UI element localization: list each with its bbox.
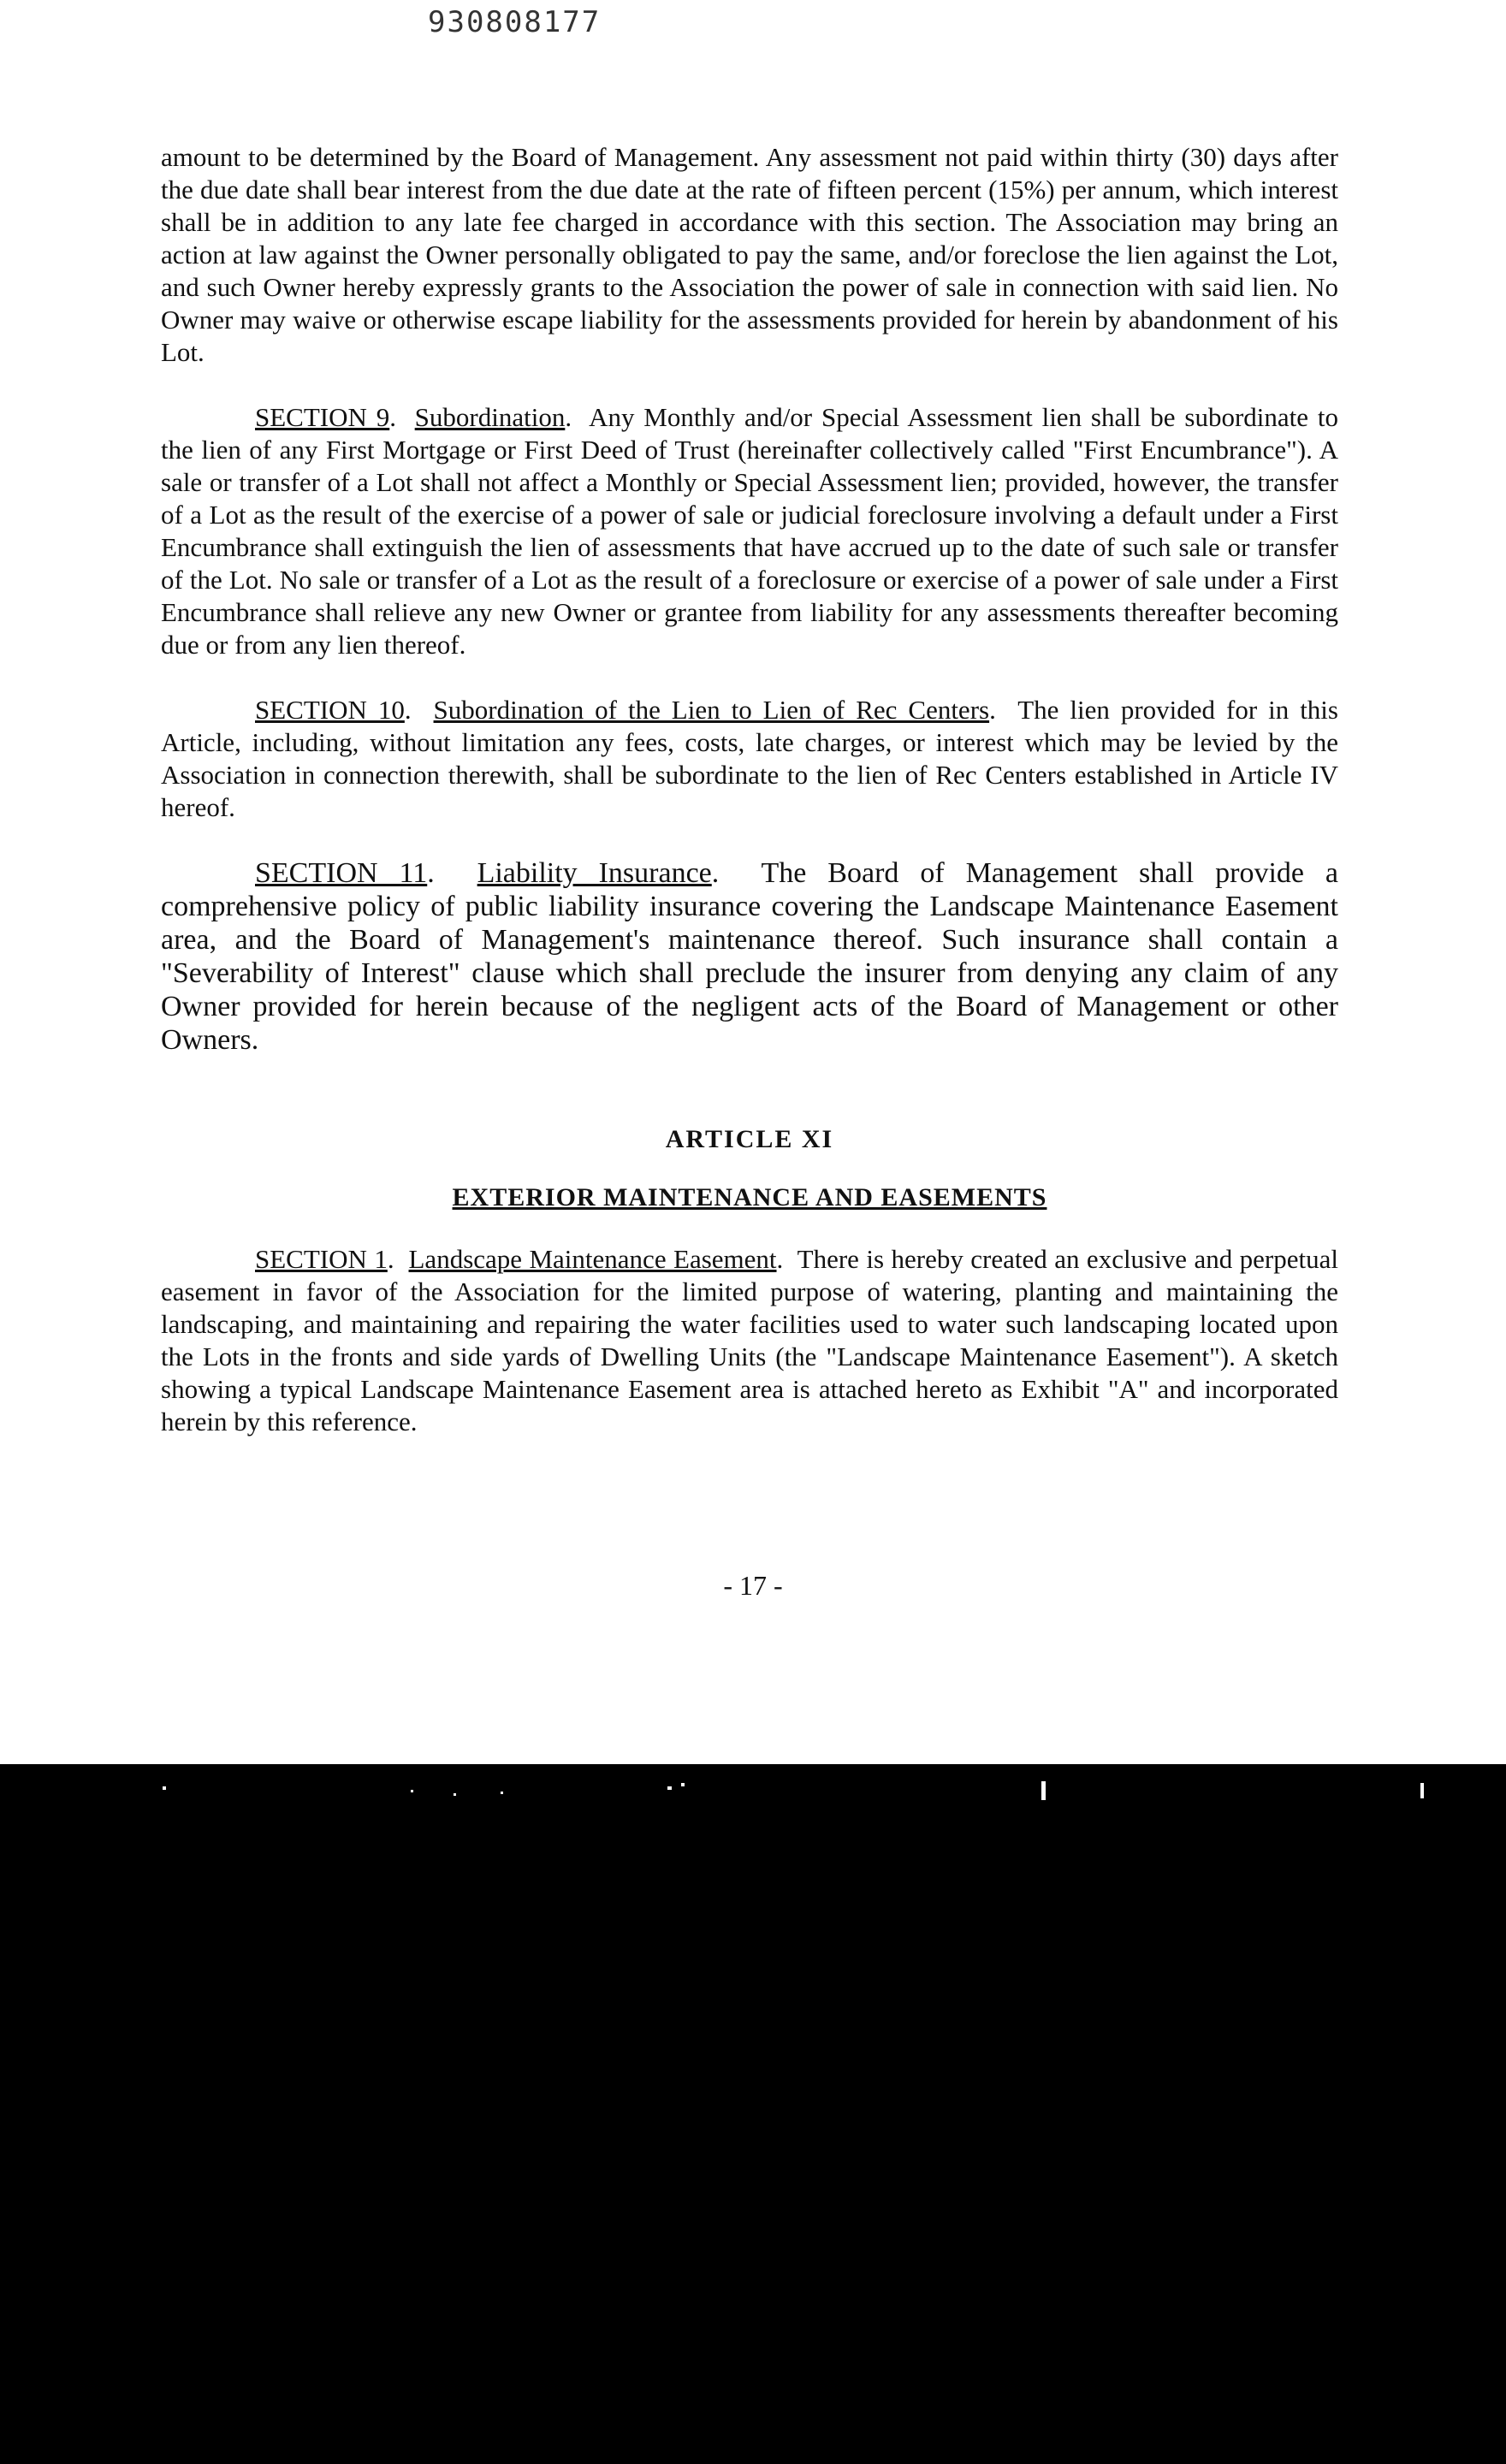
section-11-title: Liability Insurance	[477, 857, 712, 889]
section-10-title: Subordination of the Lien to Lien of Rec Centers	[433, 695, 990, 725]
document-id: 930808177	[428, 5, 602, 39]
section-9-title: Subordination	[414, 402, 566, 432]
section-11-label: SECTION 11	[255, 857, 428, 889]
section-9-text: Any Monthly and/or Special Assessment lien shall be subordinate to the lien of any First Mortgage or First Deed of Trust (hereinafter collectively called "First Encumbrance"). A sale or transfer of a Lot shall not affect a Monthly or Special Assessment lien; provided, however, the transfer of a Lot as the result of the exercise of a power of sale or judicial foreclosure involving a default under a First Encumbrance shall extinguish the lien of assessments that have accrued up to the date of such sale or transfer of the Lot. No sale or transfer of a Lot as the result of a foreclosure or exercise of a power of sale under a First Encumbrance shall relieve any new Owner or grantee from liability for any assessments thereafter becoming due or from any lien thereof.	[161, 402, 1338, 660]
scan-black-border	[0, 1764, 1506, 2464]
scan-speck	[1041, 1781, 1046, 1800]
section-9-label: SECTION 9	[255, 402, 390, 432]
scan-speck	[163, 1786, 166, 1790]
scan-speck	[681, 1783, 685, 1786]
scan-speck	[1420, 1783, 1424, 1798]
section-10-label: SECTION 10	[255, 695, 405, 725]
scan-speck	[411, 1790, 413, 1792]
section-11-paragraph: SECTION 11. Liability Insurance. The Board of Management shall provide a comprehensive policy of public liability insurance covering the Landscape Maintenance Easement area, and the Board of Management's maintenance thereof. Such insurance shall contain a "Severability of Interest" clause which shall preclude the insurer from denying any claim of any Owner provided for herein because of the negligent acts of the Board of Management or other Owners.	[161, 857, 1339, 1056]
scan-speck	[667, 1786, 672, 1790]
document-body	[161, 141, 1338, 1438]
scan-speck	[454, 1793, 456, 1796]
article-section-1-title: Landscape Maintenance Easement	[408, 1244, 777, 1274]
article-heading: ARTICLE XI	[665, 1125, 834, 1153]
article-section-1-label: SECTION 1	[255, 1244, 388, 1274]
section-10-paragraph: SECTION 10. Subordination of the Lien to Lien of Rec Centers. The lien provided for in this Article, including, without limitation any fees, costs, late charges, or interest which may be levied by the Association in connection therewith, shall be subordinate to the lien of Rec Centers established in Article IV hereof.	[161, 695, 1338, 822]
paragraph-continued: amount to be determined by the Board of Management. Any assessment not paid within thirty (30) days after the due date shall bear interest from the due date at the rate of fifteen percent (15%) per annum, which interest shall be in addition to any late fee charged in accordance with this section. The Association may bring an action at law against the Owner personally obligated to pay the same, and/or foreclose the lien against the Lot, and such Owner hereby expressly grants to the Association the power of sale in connection with said lien. No Owner may waive or otherwise escape liability for the assessments provided for herein by abandonment of his Lot.	[161, 142, 1338, 367]
section-11-text: The Board of Management shall provide a comprehensive policy of public liability insurance covering the Landscape Maintenance Easement area, and the Board of Management's maintenance thereof. Such insurance shall contain a "Severability of Interest" clause which shall preclude the insurer from denying any claim of any Owner provided for herein because of the negligent acts of the Board of Management or other Owners.	[161, 857, 1339, 1056]
section-10-text: The lien provided for in this Article, including, without limitation any fees, costs, late charges, or interest which may be levied by the Association in connection therewith, shall be subordinate to the lien of Rec Centers established in Article IV hereof.	[161, 695, 1338, 822]
article-section-1-text: There is hereby created an exclusive and perpetual easement in favor of the Association for the limited purpose of watering, planting and maintaining the landscaping, and maintaining and repairing the water facilities used to water such landscaping located upon the Lots in the fronts and side yards of Dwelling Units (the "Landscape Maintenance Easement"). A sketch showing a typical Landscape Maintenance Easement area is attached hereto as Exhibit "A" and incorporated herein by this reference.	[161, 1244, 1338, 1436]
page-number: - 17 -	[723, 1570, 783, 1601]
section-9-paragraph: SECTION 9. Subordination. Any Monthly and/or Special Assessment lien shall be subordinate to the lien of any First Mortgage or First Deed of Trust (hereinafter collectively called "First Encumbrance"). A sale or transfer of a Lot shall not affect a Monthly or Special Assessment lien; provided, however, the transfer of a Lot as the result of the exercise of a power of sale or judicial foreclosure involving a default under a First Encumbrance shall extinguish the lien of assessments that have accrued up to the date of such sale or transfer of the Lot. No sale or transfer of a Lot as the result of a foreclosure or exercise of a power of sale under a First Encumbrance shall relieve any new Owner or grantee from liability for any assessments thereafter becoming due or from any lien thereof.	[161, 402, 1338, 660]
scan-speck	[501, 1792, 503, 1794]
article-section-1-paragraph: SECTION 1. Landscape Maintenance Easement. There is hereby created an exclusive and perpetual easement in favor of the Association for the limited purpose of watering, planting and maintaining the landscaping, and maintaining and repairing the water facilities used to water such landscaping located upon the Lots in the fronts and side yards of Dwelling Units (the "Landscape Maintenance Easement"). A sketch showing a typical Landscape Maintenance Easement area is attached hereto as Exhibit "A" and incorporated herein by this reference.	[161, 1244, 1338, 1436]
article-title: EXTERIOR MAINTENANCE AND EASEMENTS	[452, 1183, 1047, 1211]
